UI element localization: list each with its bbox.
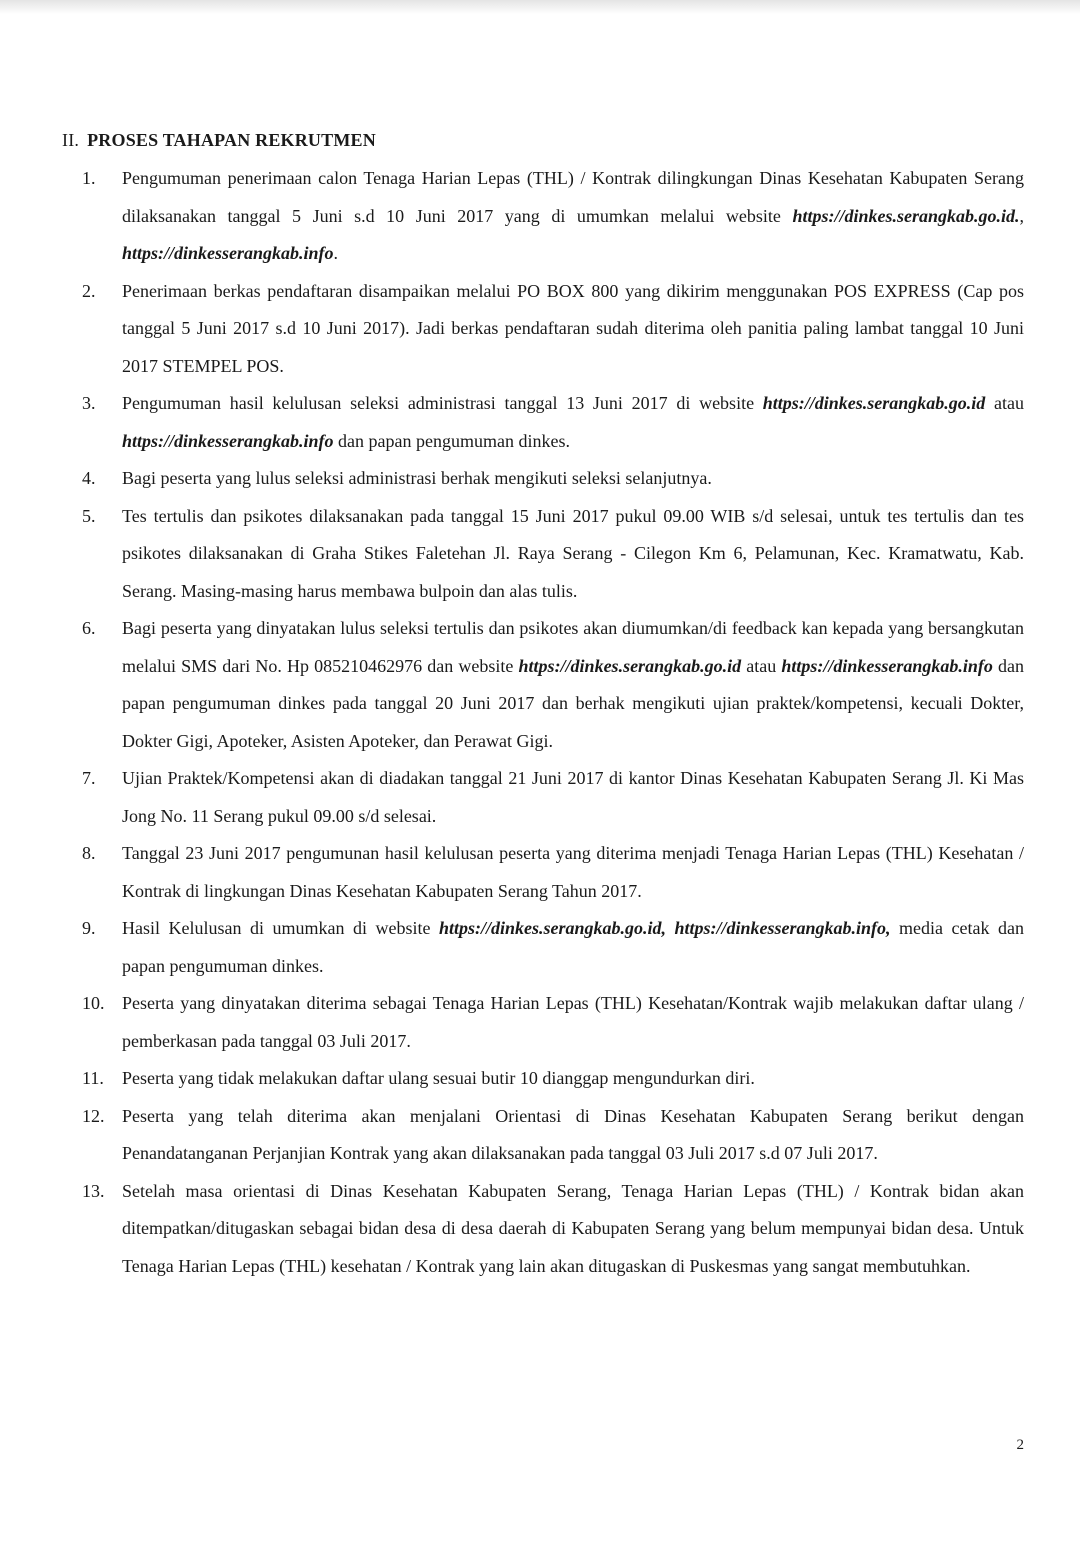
text-segment: atau xyxy=(985,393,1025,413)
item-text xyxy=(122,910,1024,985)
list-item xyxy=(82,385,1024,460)
text-segment xyxy=(666,918,675,938)
section-title: PROSES TAHAPAN REKRUTMEN xyxy=(87,130,376,150)
list-item xyxy=(82,160,1024,273)
list-item xyxy=(82,498,1024,611)
website-link: https://dinkes.serangkab.go.id, xyxy=(438,918,666,938)
text-segment: dan papan pengumuman dinkes pada tanggal 20 Juni 2017 dan berhak mengikuti ujian praktek/kompetensi, kecuali Dokter, Dokter Gigi, Apoteker, Asisten Apoteker, dan Perawat Gigi. xyxy=(122,655,1024,751)
website-link: https://dinkes.serangkab.go.id. xyxy=(792,205,1020,226)
website-link: https://dinkesserangkab.info xyxy=(122,430,334,451)
item-text: Penerimaan berkas pendaftaran disampaikan melalui PO BOX 800 yang dikirim menggunakan POS EXPRESS (Cap pos tanggal 5 Juni 2017 s.d 10 Juni 2017). Jadi berkas pendaftaran sudah diterima oleh panitia paling lambat tanggal 10 Juni 2017 STEMPEL POS. xyxy=(122,280,1024,376)
item-number: 11. xyxy=(82,1068,104,1088)
recruitment-steps-list xyxy=(82,160,1024,1285)
list-item xyxy=(82,610,1024,760)
text-segment: , xyxy=(1019,205,1024,226)
page-number: 2 xyxy=(1016,1437,1024,1453)
website-link: https://dinkesserangkab.info xyxy=(781,655,993,676)
list-item xyxy=(82,985,1024,1060)
list-item xyxy=(82,460,1024,498)
item-text xyxy=(122,160,1024,273)
item-number: 10. xyxy=(82,993,105,1013)
list-item xyxy=(82,835,1024,910)
item-text: Tes tertulis dan psikotes dilaksanakan pada tanggal 15 Juni 2017 pukul 09.00 WIB s/d selesai, untuk tes tertulis dan tes psikotes dilaksanakan di Graha Stikes Faletehan Jl. Raya Serang - Cilegon Km 6, Pelamunan, Kec. Kramatwatu, Kab. Serang. Masing-masing harus membawa bulpoin dan alas tulis. xyxy=(122,505,1024,601)
item-number: 4. xyxy=(82,468,96,488)
website-link: https://dinkesserangkab.info, xyxy=(674,918,891,938)
section-roman-numeral: II. xyxy=(62,130,80,150)
list-item xyxy=(82,1060,1024,1098)
text-segment: Bagi peserta yang dinyatakan lulus seleksi tertulis dan psikotes akan diumumkan/di feedback kan kepada yang bersangkutan melalui SMS dari No. Hp 085210462976 dan website xyxy=(122,618,1024,676)
text-segment: atau xyxy=(741,655,782,676)
item-number: 2. xyxy=(82,280,96,301)
item-number: 8. xyxy=(82,843,96,863)
text-segment: media cetak dan papan pengumuman dinkes. xyxy=(122,918,1024,976)
item-number: 9. xyxy=(82,918,96,938)
section-heading xyxy=(62,128,376,152)
item-number: 3. xyxy=(82,393,96,413)
item-text: Peserta yang telah diterima akan menjalani Orientasi di Dinas Kesehatan Kabupaten Serang berikut dengan Penandatanganan Perjanjian Kontrak yang akan dilaksanakan pada tanggal 03 Juli 2017 s.d 07 Juli 2017. xyxy=(122,1105,1024,1163)
item-text: Ujian Praktek/Kompetensi akan di diadakan tanggal 21 Juni 2017 di kantor Dinas Kesehatan Kabupaten Serang Jl. Ki Mas Jong No. 11 Serang pukul 09.00 s/d selesai. xyxy=(122,768,1024,826)
item-text xyxy=(122,610,1024,760)
text-segment: Pengumuman hasil kelulusan seleksi administrasi tanggal 13 Juni 2017 di website xyxy=(122,393,763,413)
list-item xyxy=(82,273,1024,386)
text-segment: Pengumuman penerimaan calon Tenaga Harian Lepas (THL) / Kontrak dilingkungan Dinas Kesehatan Kabupaten Serang dilaksanakan tanggal 5 Juni s.d 10 Juni 2017 yang di umumkan melalui website xyxy=(122,168,1024,226)
item-text: Peserta yang tidak melakukan daftar ulang sesuai butir 10 dianggap mengundurkan diri. xyxy=(122,1068,755,1088)
item-text xyxy=(122,385,1024,460)
item-number: 7. xyxy=(82,768,96,788)
item-number: 12. xyxy=(82,1105,105,1126)
item-text: Peserta yang dinyatakan diterima sebagai Tenaga Harian Lepas (THL) Kesehatan/Kontrak wajib melakukan daftar ulang / pemberkasan pada tanggal 03 Juli 2017. xyxy=(122,993,1024,1051)
item-number: 5. xyxy=(82,505,96,526)
website-link: https://dinkes.serangkab.go.id xyxy=(762,393,986,413)
item-number: 13. xyxy=(82,1180,105,1201)
website-link: https://dinkesserangkab.info xyxy=(122,243,334,263)
list-item xyxy=(82,1173,1024,1286)
item-text: Bagi peserta yang lulus seleksi administrasi berhak mengikuti seleksi selanjutnya. xyxy=(122,468,712,488)
text-segment: . xyxy=(333,243,339,263)
item-number: 1. xyxy=(82,168,96,188)
website-link: https://dinkes.serangkab.go.id xyxy=(518,655,742,676)
text-segment: Hasil Kelulusan di umumkan di website xyxy=(122,918,439,938)
item-text: Tanggal 23 Juni 2017 pengumunan hasil kelulusan peserta yang diterima menjadi Tenaga Harian Lepas (THL) Kesehatan / Kontrak di lingkungan Dinas Kesehatan Kabupaten Serang Tahun 2017. xyxy=(122,843,1024,901)
list-item xyxy=(82,760,1024,835)
list-item xyxy=(82,1098,1024,1173)
list-item xyxy=(82,910,1024,985)
text-segment: dan papan pengumuman dinkes. xyxy=(333,430,570,451)
item-text: Setelah masa orientasi di Dinas Kesehatan Kabupaten Serang, Tenaga Harian Lepas (THL) / Kontrak bidan akan ditempatkan/ditugaskan sebagai bidan desa di desa daerah di Kabupaten Serang yang belum mempunyai bidan desa. Untuk Tenaga Harian Lepas (THL) kesehatan / Kontrak yang lain akan ditugaskan di Puskesmas yang sangat membutuhkan. xyxy=(122,1180,1024,1276)
item-number: 6. xyxy=(82,618,96,638)
